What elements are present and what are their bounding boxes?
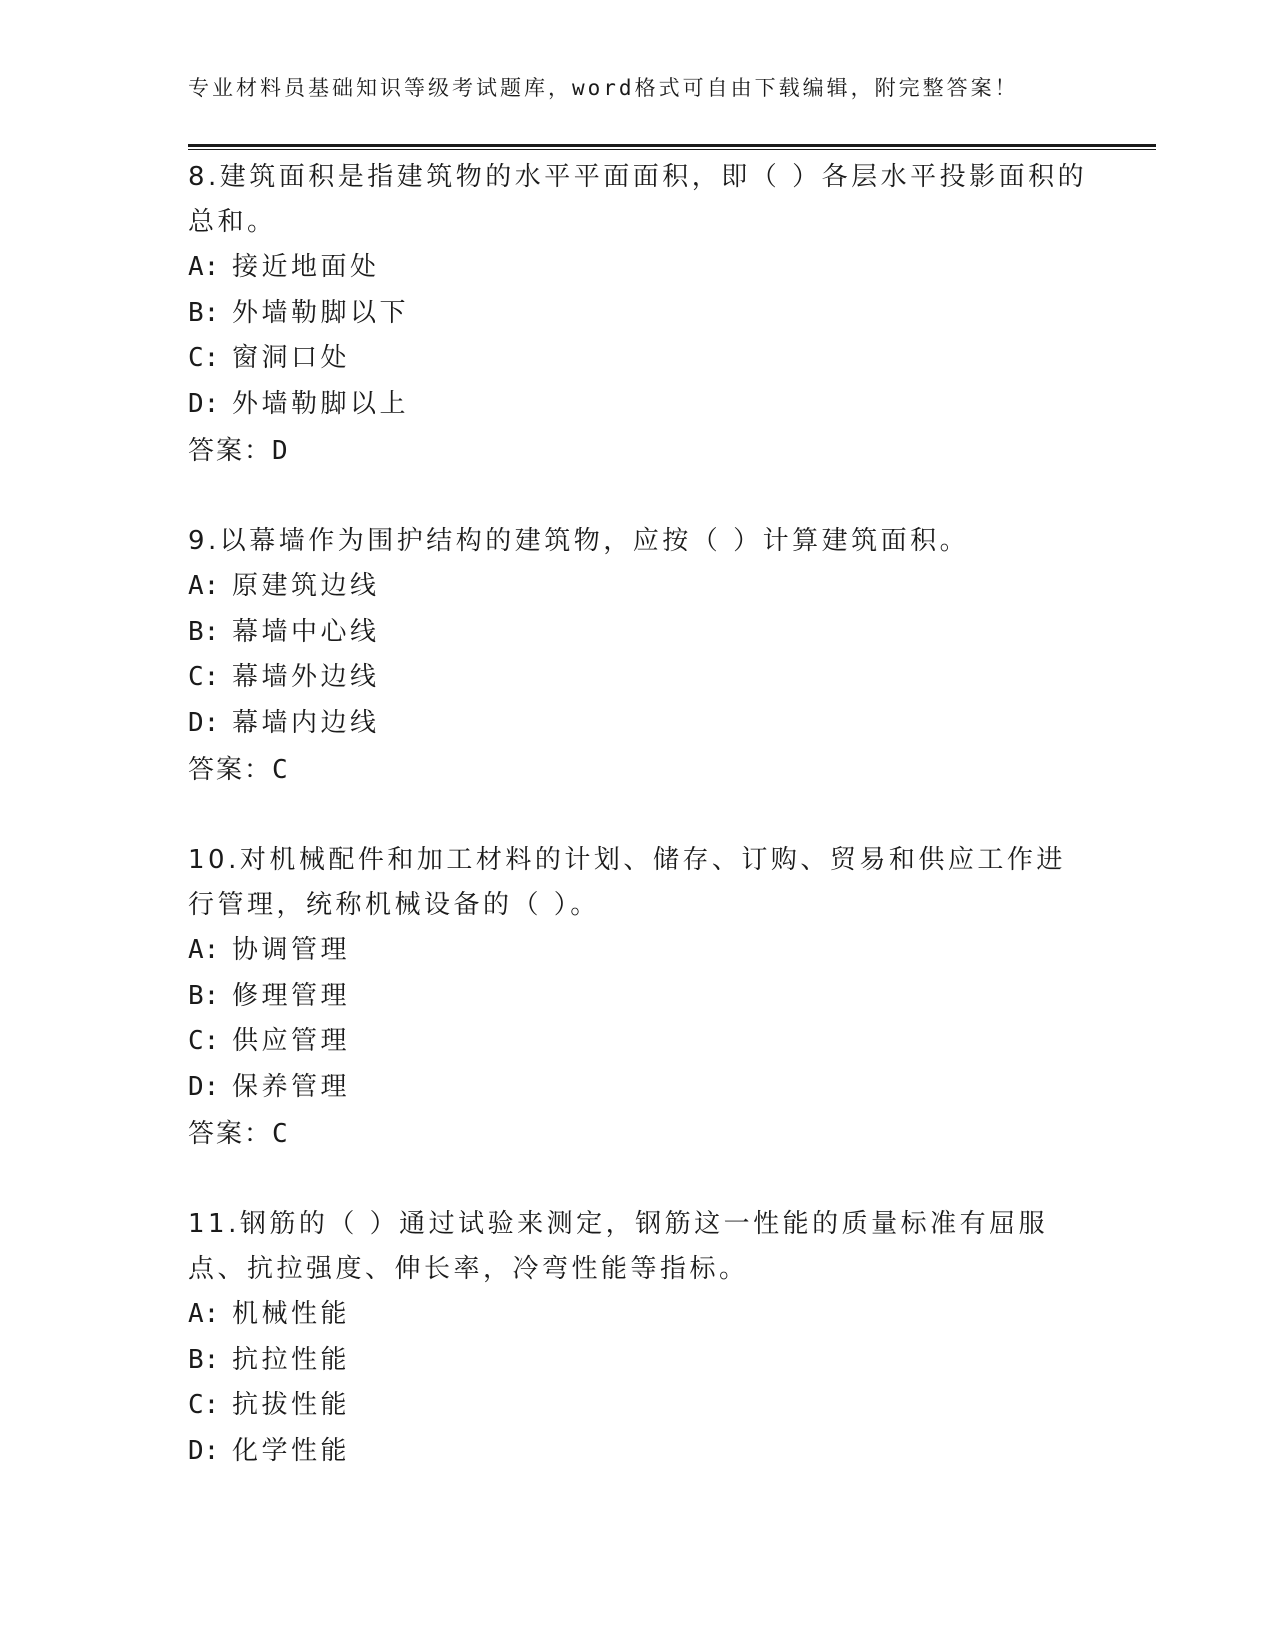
answer-line: [188, 746, 1088, 794]
option-c: [188, 336, 1088, 382]
question-list: [188, 155, 1088, 1518]
option-text: 外墙勒脚以上: [232, 388, 410, 419]
option-d: [188, 701, 1088, 747]
option-c: [188, 1383, 1088, 1429]
answer-line: [188, 1110, 1088, 1158]
option-text: 供应管理: [232, 1026, 351, 1056]
option-key: A:: [188, 1299, 220, 1329]
option-key: B:: [188, 616, 220, 647]
option-a: [188, 1292, 1088, 1338]
option-text: 保养管理: [232, 1071, 351, 1102]
option-text: 抗拉性能: [232, 1344, 351, 1375]
option-key: C:: [188, 343, 220, 373]
answer-line: [188, 427, 1088, 475]
option-text: 幕墙中心线: [232, 616, 380, 647]
answer-value: C: [272, 755, 290, 785]
option-text: 幕墙外边线: [232, 662, 380, 692]
question-text: 9.以幕墙作为围护结构的建筑物，应按（ ）计算建筑面积。: [188, 526, 970, 556]
answer-label: 答案：: [188, 436, 273, 466]
option-a: [188, 564, 1088, 610]
option-key: A:: [188, 935, 220, 965]
option-key: B:: [188, 1344, 220, 1375]
question-item: [188, 838, 1088, 1158]
option-d: [188, 1429, 1088, 1475]
option-text: 化学性能: [232, 1435, 351, 1466]
answer-label: 答案：: [188, 755, 273, 785]
answer-value: C: [272, 1119, 290, 1149]
option-b: [188, 610, 1088, 656]
option-text: 外墙勒脚以下: [232, 297, 410, 328]
option-c: [188, 655, 1088, 701]
option-text: 协调管理: [232, 935, 351, 965]
page-header: 专业材料员基础知识等级考试题库，word格式可自由下载编辑，附完整答案！: [188, 76, 1019, 100]
option-text: 原建筑边线: [232, 571, 380, 601]
question-text: 10.对机械配件和加工材料的计划、储存、订购、贸易和供应工作进行管理，统称机械设备的（ ）。: [188, 845, 1066, 920]
option-key: B:: [188, 980, 220, 1011]
option-key: A:: [188, 571, 220, 601]
answer-label: 答案：: [188, 1119, 273, 1149]
question-item: [188, 1202, 1088, 1474]
option-c: [188, 1019, 1088, 1065]
question-text: 11.钢筋的（ ）通过试验来测定，钢筋这一性能的质量标准有屈服点、抗拉强度、伸长率，冷弯性能等指标。: [188, 1209, 1049, 1284]
option-text: 修理管理: [232, 980, 351, 1011]
option-text: 幕墙内边线: [232, 707, 380, 738]
option-key: A:: [188, 252, 220, 282]
option-text: 接近地面处: [232, 252, 380, 282]
option-text: 窗洞口处: [232, 343, 351, 373]
option-d: [188, 382, 1088, 428]
option-d: [188, 1065, 1088, 1111]
answer-value: D: [272, 436, 290, 466]
option-text: 机械性能: [232, 1299, 351, 1329]
option-a: [188, 245, 1088, 291]
option-key: C:: [188, 662, 220, 692]
option-key: D:: [188, 707, 220, 738]
question-item: [188, 519, 1088, 794]
question-item: [188, 155, 1088, 475]
option-a: [188, 928, 1088, 974]
option-key: B:: [188, 297, 220, 328]
option-b: [188, 974, 1088, 1020]
option-key: D:: [188, 1435, 220, 1466]
header-divider: [188, 144, 1156, 150]
option-text: 抗拔性能: [232, 1390, 351, 1420]
option-b: [188, 1338, 1088, 1384]
option-key: D:: [188, 388, 220, 419]
option-key: C:: [188, 1390, 220, 1420]
option-b: [188, 291, 1088, 337]
option-key: C:: [188, 1026, 220, 1056]
question-text: 8.建筑面积是指建筑物的水平平面面积，即（ ）各层水平投影面积的总和。: [188, 162, 1088, 237]
option-key: D:: [188, 1071, 220, 1102]
